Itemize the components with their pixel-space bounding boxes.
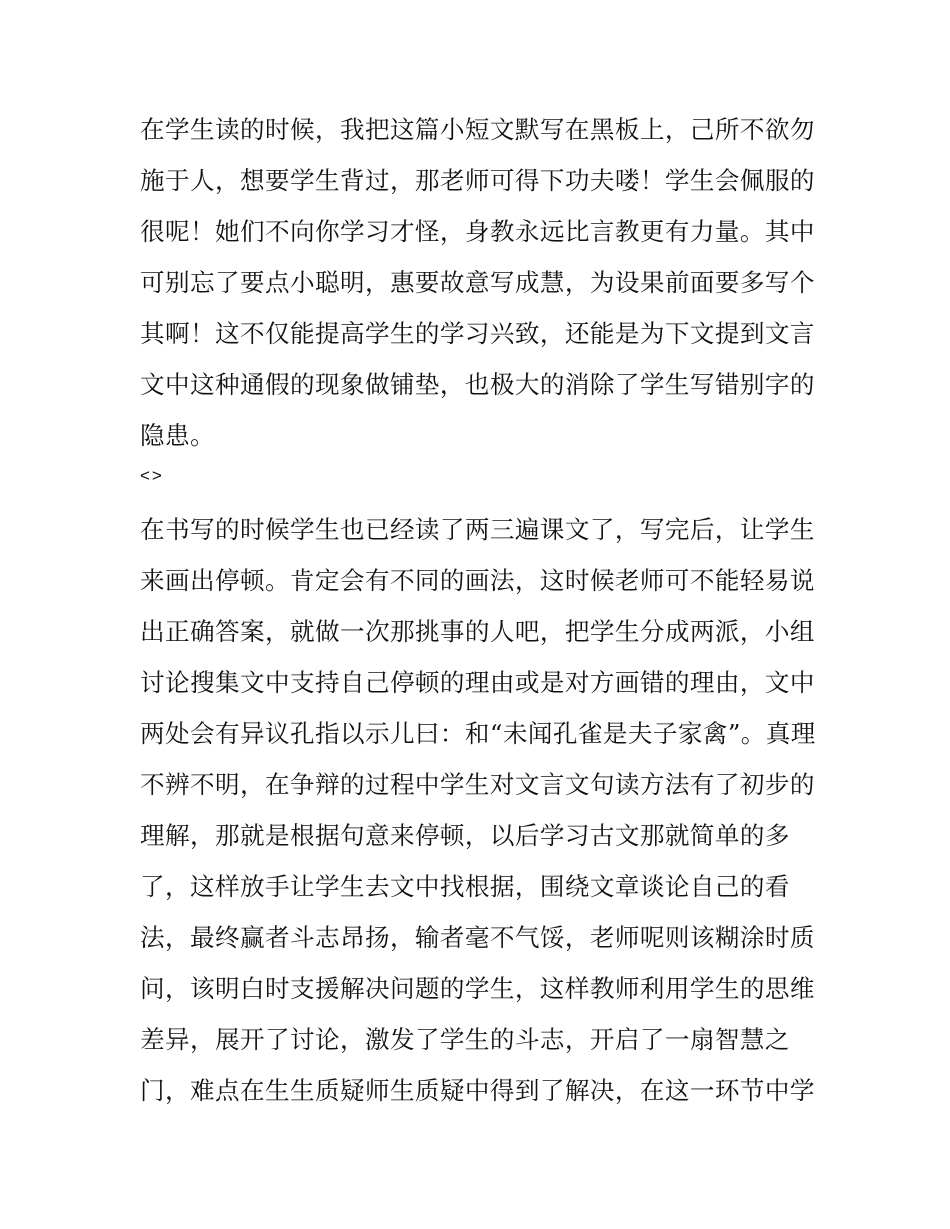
paragraph-line: 施于人，想要学生背过，那老师可得下功夫喽！学生会佩服的	[140, 166, 815, 195]
paragraph-line: 很呢！她们不向你学习才怪，身教永远比言教更有力量。其中	[140, 217, 815, 246]
paragraph-line: 来画出停顿。肯定会有不同的画法，这时候老师可不能轻易说	[140, 566, 815, 595]
paragraph-line: 门，难点在生生质疑师生质疑中得到了解决，在这一环节中学	[140, 1076, 815, 1105]
paragraph-line: 法，最终赢者斗志昂扬，输者毫不气馁，老师呢则该糊涂时质	[140, 923, 815, 952]
paragraph-line: 差异，展开了讨论，激发了学生的斗志，开启了一扇智慧之	[140, 1025, 790, 1054]
paragraph-line: 在学生读的时候，我把这篇小短文默写在黑板上，己所不欲勿	[140, 115, 815, 144]
paragraph-2	[140, 504, 814, 1116]
paragraph-line: 其啊！这不仅能提高学生的学习兴致，还能是为下文提到文言	[140, 319, 815, 348]
paragraph-line: 问，该明白时支援解决问题的学生，这样教师利用学生的思维	[140, 974, 815, 1003]
paragraph-line: 理解，那就是根据句意来停顿，以后学习古文那就简单的多	[140, 821, 790, 850]
section-separator: <>	[140, 466, 164, 485]
paragraph-line: 可别忘了要点小聪明，惠要故意写成慧，为设果前面要多写个	[140, 268, 815, 297]
paragraph-line: 不辨不明，在争辩的过程中学生对文言文句读方法有了初步的	[140, 770, 815, 799]
paragraph-line: 两处会有异议孔指以示儿曰：和“未闻孔雀是夫子家禽”。真理	[140, 719, 816, 748]
paragraph-line: 讨论搜集文中支持自己停顿的理由或是对方画错的理由，文中	[140, 668, 815, 697]
paragraph-line: 出正确答案，就做一次那挑事的人吧，把学生分成两派，小组	[140, 617, 815, 646]
paragraph-line: 了，这样放手让学生去文中找根据，围绕文章谈论自己的看	[140, 872, 790, 901]
paragraph-1	[140, 104, 814, 461]
paragraph-line: 在书写的时候学生也已经读了两三遍课文了，写完后，让学生	[140, 515, 815, 544]
paragraph-line: 文中这种通假的现象做铺垫，也极大的消除了学生写错别字的	[140, 370, 815, 399]
paragraph-line: 隐患。	[140, 421, 215, 450]
